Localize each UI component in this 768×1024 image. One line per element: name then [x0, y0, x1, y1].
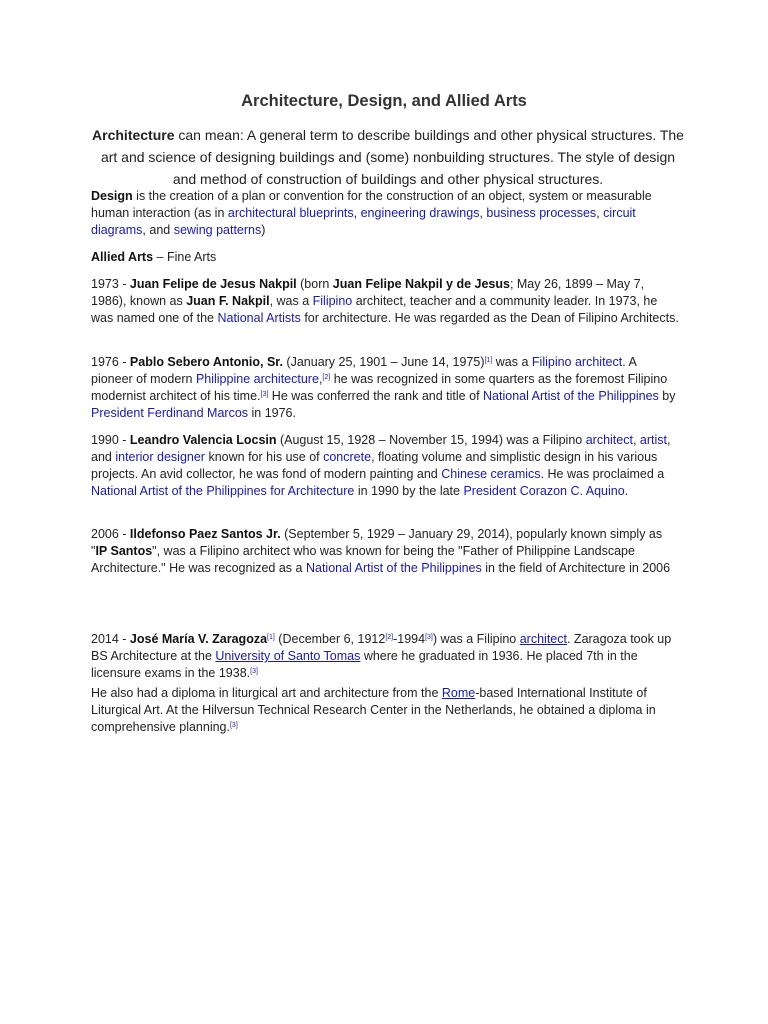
- link-engineering-drawings[interactable]: engineering drawings: [360, 206, 480, 220]
- entry-1973: [91, 276, 681, 327]
- link-filipino-architect[interactable]: Filipino architect: [531, 355, 623, 369]
- entry-text: , was a: [269, 294, 313, 308]
- entry-text: He also had a diploma in liturgical art and architecture from the: [91, 686, 442, 700]
- citation-ref[interactable]: [1]: [484, 357, 493, 364]
- entry-year: 2006 -: [91, 527, 130, 541]
- link-chinese-ceramics[interactable]: Chinese ceramics: [441, 467, 541, 481]
- design-term: Design: [91, 189, 133, 203]
- entry-1976: [91, 354, 681, 422]
- entry-year: 1976 -: [91, 355, 130, 369]
- entry-text: ) was a Filipino: [432, 632, 520, 646]
- entry-text: for architecture. He was regarded as the Dean of Filipino Architects.: [300, 311, 679, 325]
- design-sep: ,: [479, 206, 487, 220]
- entry-year: 2014 -: [91, 632, 130, 646]
- link-national-artist-philippines[interactable]: National Artist of the Philippines: [483, 389, 659, 403]
- entry-text: (August 15, 1928 – November 15, 1994) was a Filipino: [276, 433, 586, 447]
- entry-text: in 1990 by the late: [354, 484, 464, 498]
- entry-text: -based International Institute of Liturgical Art. At the Hilversun Technical Research Center in the Netherlands, he obtained a diploma in comprehensive planning.: [91, 686, 656, 734]
- entry-text: . A pioneer of modern: [91, 355, 637, 386]
- link-rome[interactable]: Rome: [441, 686, 476, 700]
- entry-text: architect, teacher and a community leader. In 1973, he was named one of the: [91, 294, 658, 325]
- known-name: Juan F. Nakpil: [186, 294, 270, 308]
- design-paragraph: [91, 188, 681, 239]
- link-circuit-diagrams[interactable]: circuit diagrams: [91, 206, 636, 237]
- link-business-processes[interactable]: business processes: [486, 206, 597, 220]
- citation-ref[interactable]: [3]: [229, 722, 238, 729]
- link-national-artists[interactable]: National Artists: [217, 311, 301, 325]
- link-national-artist-philippines[interactable]: National Artist of the Philippines: [305, 561, 482, 575]
- entry-text: in 1976.: [248, 406, 296, 420]
- page-title: Architecture, Design, and Allied Arts: [241, 92, 527, 110]
- link-interior-designer[interactable]: interior designer: [115, 450, 205, 464]
- link-president-ferdinand-marcos[interactable]: President Ferdinand Marcos: [91, 406, 249, 420]
- entry-text: where he graduated in 1936. He placed 7th in the licensure exams in the 1938.: [91, 649, 638, 680]
- entry-text: (January 25, 1901 – June 14, 1975): [282, 355, 485, 369]
- citation-ref[interactable]: [3]: [260, 391, 269, 398]
- birth-name: Juan Felipe Nakpil y de Jesus: [332, 277, 510, 291]
- entry-text: , and: [91, 433, 671, 464]
- design-sep: ,: [353, 206, 361, 220]
- link-philippine-architecture[interactable]: Philippine architecture: [195, 372, 319, 386]
- entry-text: (December 6, 1912: [274, 632, 386, 646]
- entry-text: (September 5, 1929 – January 29, 2014), popularly known simply as ": [91, 527, 663, 558]
- entry-text: He was conferred the rank and title of: [268, 389, 484, 403]
- diploma-paragraph: [91, 685, 681, 736]
- architect-name: Leandro Valencia Locsin: [129, 433, 277, 447]
- design-sep: ): [261, 223, 266, 237]
- entry-text: he was recognized in some quarters as the foremost Filipino modernist architect of his time.: [91, 372, 668, 403]
- architecture-text: can mean: A general term to describe buildings and other physical structures. The art and science of designing buildings and (some) nonbuilding structures. The style of design and method of construction of buildings and other physical structures.: [100, 127, 684, 187]
- citation-ref[interactable]: [2]: [385, 634, 394, 641]
- citation-ref[interactable]: [3]: [250, 668, 258, 675]
- entry-text: ", was a Filipino architect who was known for being the "Father of Philippine Landscape Architecture." He was recognized as a: [91, 544, 635, 575]
- architect-name: José María V. Zaragoza: [129, 632, 268, 646]
- citation-ref[interactable]: [3]: [425, 634, 433, 641]
- link-filipino[interactable]: Filipino: [312, 294, 353, 308]
- entry-text: . He was proclaimed a: [540, 467, 665, 481]
- design-sep: ,: [596, 206, 604, 220]
- link-concrete[interactable]: concrete: [323, 450, 372, 464]
- link-architect[interactable]: architect: [519, 632, 567, 646]
- entry-text: . Zaragoza took up BS Architecture at the: [91, 632, 672, 663]
- entry-text: ,: [318, 372, 323, 386]
- entry-text: .: [624, 484, 629, 498]
- entry-year: 1990 -: [91, 433, 130, 447]
- link-national-artist-architecture[interactable]: National Artist of the Philippines for Architecture: [91, 484, 355, 498]
- architect-name: Ildefonso Paez Santos Jr.: [129, 527, 281, 541]
- link-university-of-santo-tomas[interactable]: University of Santo Tomas: [215, 649, 361, 663]
- architect-name: Pablo Sebero Antonio, Sr.: [129, 355, 283, 369]
- entry-1990: [91, 432, 681, 500]
- entry-2006: [91, 526, 681, 577]
- citation-ref[interactable]: [1]: [267, 634, 275, 641]
- design-sep: , and: [142, 223, 174, 237]
- entry-text: (born: [296, 277, 333, 291]
- entry-text: -1994: [393, 632, 426, 646]
- design-text: is the creation of a plan or convention for the construction of an object, system or measurable human interaction (as in: [91, 189, 652, 220]
- architecture-term: Architecture: [92, 127, 175, 143]
- link-president-corazon-aquino[interactable]: President Corazon C. Aquino: [463, 484, 625, 498]
- entry-year: 1973 -: [91, 277, 130, 291]
- entry-2014: [91, 631, 681, 682]
- architecture-definition: [92, 124, 684, 190]
- link-artist[interactable]: artist: [639, 433, 668, 447]
- citation-ref[interactable]: [2]: [322, 374, 331, 381]
- entry-text: known for his use of: [204, 450, 324, 464]
- entry-text: in the field of Architecture in 2006: [481, 561, 671, 575]
- link-architectural-blueprints[interactable]: architectural blueprints: [227, 206, 354, 220]
- allied-arts-paragraph: [91, 249, 681, 266]
- entry-text: ; May 26, 1899 – May 7, 1986), known as: [91, 277, 645, 308]
- allied-arts-term: Allied Arts: [91, 250, 154, 264]
- architect-name: Juan Felipe de Jesus Nakpil: [129, 277, 297, 291]
- link-architect[interactable]: architect: [585, 433, 633, 447]
- entry-text: was a: [492, 355, 532, 369]
- entry-text: ,: [632, 433, 640, 447]
- nickname: IP Santos: [95, 544, 153, 558]
- entry-text: , floating volume and simplistic design in his various projects. An avid collector, he was fond of modern painting and: [91, 450, 658, 481]
- allied-arts-text: – Fine Arts: [153, 250, 217, 264]
- link-sewing-patterns[interactable]: sewing patterns: [173, 223, 262, 237]
- entry-text: by: [658, 389, 676, 403]
